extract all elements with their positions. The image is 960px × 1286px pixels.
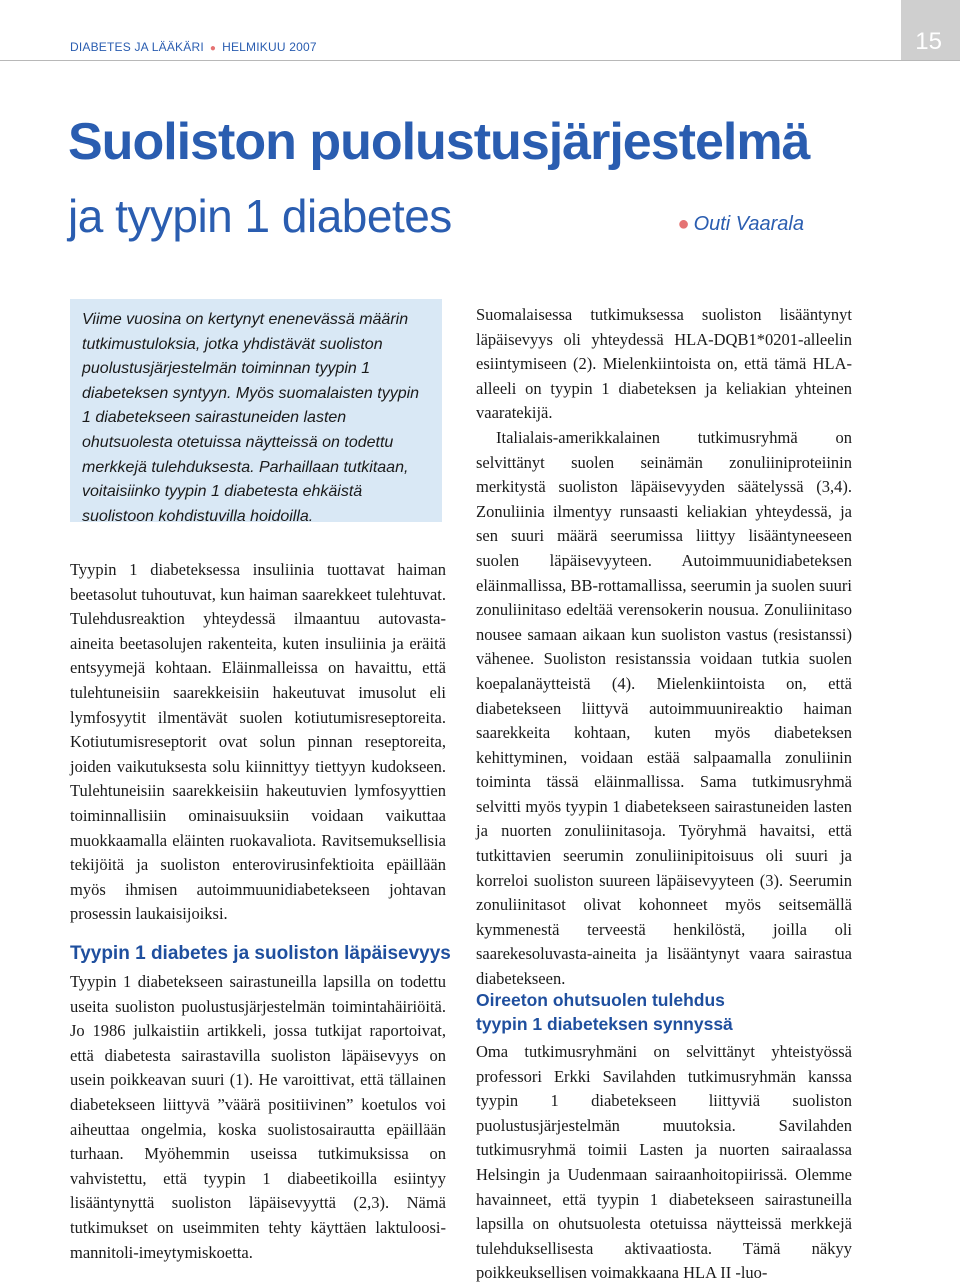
section-heading-line2: tyypin 1 diabeteksen synnyssä — [476, 1014, 733, 1034]
body-paragraph: Tyypin 1 diabetekseen sairastuneilla lapsilla on todettu useita suoliston puolustusjärjestelmän toimintahäiriöitä. Jo 1986 julkaistiin artikkeli, jossa tutkijat raportoivat, että diabetesta sairastavilla suoliston läpäisevyys on usein poikkeavan suuri (1). He varoittivat, että tällainen diabetekseen liittyvä ”väärä positiivinen” koetulos voi aiheuttaa ongelmia, koska suolistosairautta epäillään turhaan. Myöhemmin useissa tutkimuksissa on vahvistettu, että tyypin 1 diabeetikoilla esiintyy lisääntynyttä suoliston läpäisevyyttä (2,3). Nämä tutkimukset on useimmiten tehty käyttäen laktuloosi-mannitoli-imeytymiskoetta. — [70, 972, 446, 1262]
body-paragraph: Italialais-amerikkalainen tutkimusryhmä on selvittänyt suolen seinämän zonuliiniproteiinin merkitystä suoliston läpäisevyyden säätelyssä (3,4). Zonuliinia ilmentyy runsaasti keliakian yhteydessä, ja sen suuri määrä seerumissa liittyy lisääntyneeseen suolen läpäisevyyteen. Autoimmuunidiabeteksen eläinmallissa, BB-rottamallissa, seerumin ja suolen suuri zonuliinitaso edeltää verensokerin nousua. Zonuliinitaso nousee samaan aikaan kun suoliston vastus (resistanssi) vähenee. Suoliston resistanssia voidaan tutkia suolen koepalanäytteistä (4). Mielenkiintoista on, että diabetekseen liittyvä autoimmuunireaktio haiman saarekkeita kohtaan, kuten myös diabeteksen kehittyminen, voidaan estää salpaamalla zonuliinin toiminta tässä eläinmallissa. Sama tutkimusryhmä selvitti myös tyypin 1 diabetekseen sairastuneiden lasten ja nuorten zonuliinitasoja. Työryhmä havaitsi, että tutkittavien seerumin zonuliinipitoisuus oli suuri ja korreloi suoliston suureen läpäisevyyteen (3). Seerumin zonuliinitasot olivat kohonneet myös seitsemällä kymmenestä terveestä henkilöstä, joilla oli saarekesoluvasta-aineita ja lisääntynyt vaara sairastua diabetekseen. — [476, 427, 852, 989]
body-paragraph: Suomalaisessa tutkimuksessa suoliston lisääntynyt läpäisevyys oli yhteydessä HLA-DQB1*0201-alleelin esiintymiseen (2). Mielenkiintoista on, että tämä HLA-alleeli on tyypin 1 diabeteksen ja keliakian yhteinen vaaratekijä. — [476, 305, 852, 423]
body-paragraph: Tyypin 1 diabeteksessa insuliinia tuottavat haiman beetasolut tuhoutuvat, kun haiman saarekkeet tulehtuvat. Tulehdusreaktion yhteydessä ilmaantuu autovasta-aineita beetasolujen rakenteita, kuten insuliinia ja eräitä entsyymejä kohtaan. Eläinmalleissa on havaittu, että tulehtuneisiin saarekkeisiin hakeutuvat imusolut eli lymfosyytit ilmentävät suolen kotiutumisreseptoreita. Kotiutumisreseptorit ovat solun pinnan reseptoreita, joiden vaikutuksesta solu kiinnittyy tiettyyn kudokseen. Tulehtuneisiin saarekkeisiin hakeutuvien lymfosyyttien toiminnallisiin ominaisuuksiin voidaan vaikuttaa muokkaamalla eläinten ruokavaliota. Ravitsemuksellisia tekijöitä ja suoliston enterovirusinfektioita epäillään myös ihmisen autoimmuunidiabetekseen johtavan prosessin laukaisijoiksi. — [70, 560, 446, 924]
publication-name: DIABETES JA LÄÄKÄRI — [70, 40, 204, 54]
body-paragraph: Oma tutkimusryhmäni on selvittänyt yhteistyössä professori Erkki Savilahden tutkimusryhmän kanssa tyypin 1 diabetekseen liittyviä suoliston puolustusjärjestelmän muutoksia. Savilahden tutkimusryhmä toimii Lasten ja nuorten sairaalassa Helsingin ja Uudenmaan sairaanhoitopiirissä. Olemme havainneet, että tyypin 1 diabetekseen sairastuneilla lapsilla on ohutsuolesta otetuissa näytteissä merkkejä tulehduksellisesta aktivaatiosta. Tämä näkyy poikkeuksellisen voimakkaana HLA II -luo- — [476, 1042, 852, 1283]
section-heading: Tyypin 1 diabetes ja suoliston läpäisevyys — [70, 943, 451, 964]
bullet-icon: ● — [209, 43, 217, 54]
bullet-icon: ● — [677, 213, 690, 235]
page-number: 15 — [915, 28, 942, 55]
issue-date: HELMIKUU 2007 — [222, 40, 317, 54]
running-header — [70, 40, 317, 54]
left-column-body — [70, 558, 446, 927]
header-divider — [0, 60, 960, 61]
article-title-line1: Suoliston puolustusjärjestelmä — [68, 113, 810, 171]
ingress-text: Viime vuosina on kertynyt enenevässä määrin tutkimustuloksia, jotka yhdistävät suoliston puolustusjärjestelmän toiminnan tyypin 1 diabeteksen syntyyn. Myös suomalaisten tyypin 1 diabetekseen sairastuneiden lasten ohutsuolesta otetuissa näytteissä on todettu merkkejä tulehduksesta. Parhaillaan tutkitaan, voitaisiinko tyypin 1 diabetesta ehkäistä suolistoon kohdistuvilla hoidoilla. — [82, 311, 420, 525]
ingress-box — [70, 299, 442, 525]
left-column-section — [70, 970, 446, 1265]
right-column-section — [476, 1040, 852, 1286]
author-byline — [677, 213, 804, 236]
section-heading-line1: Oireeton ohutsuolen tulehdus — [476, 990, 725, 1010]
section-heading — [476, 988, 856, 1036]
page-number-tab — [901, 0, 960, 60]
right-column-body — [476, 303, 852, 992]
article-title-line2: ja tyypin 1 diabetes — [68, 190, 452, 242]
author-name: Outi Vaarala — [693, 213, 804, 235]
